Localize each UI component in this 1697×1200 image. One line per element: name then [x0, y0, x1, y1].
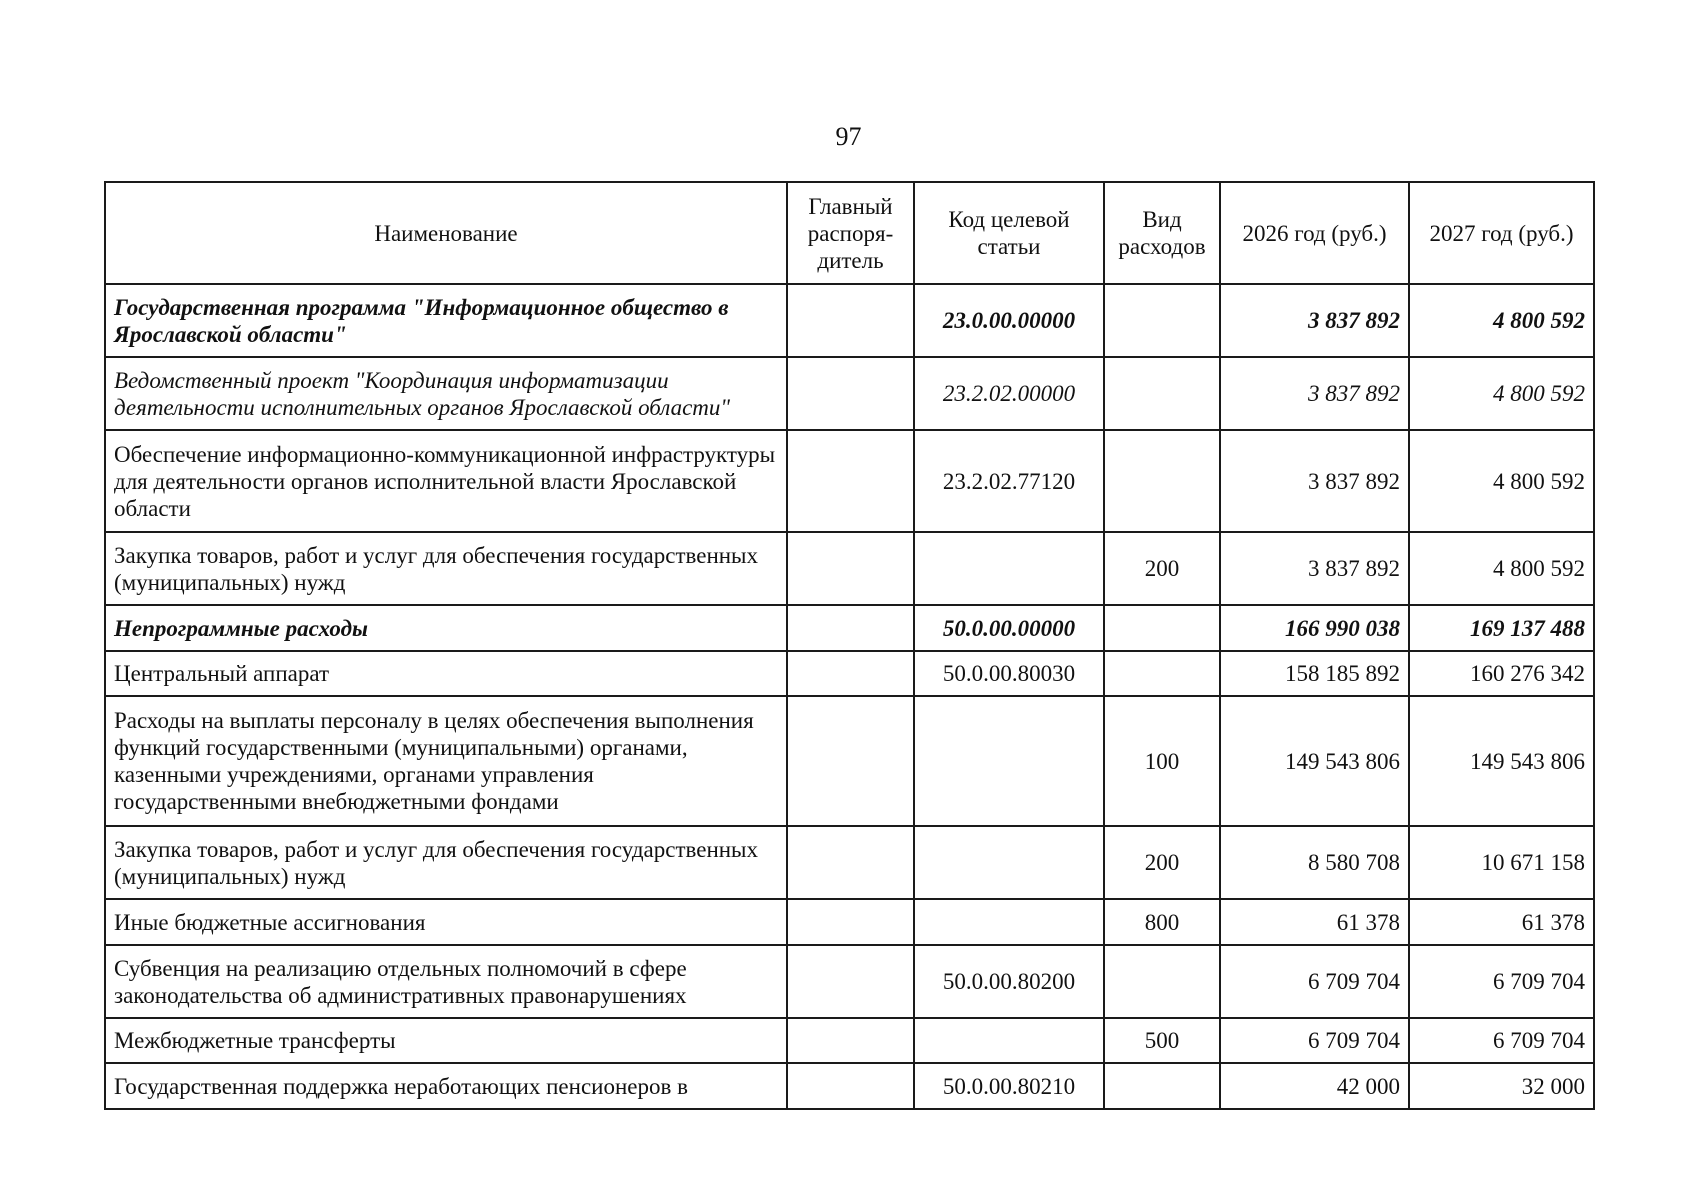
- row-2026-cell: 149 543 806: [1220, 696, 1409, 826]
- table-row: [105, 1018, 1594, 1063]
- row-kind-cell: [1104, 430, 1220, 532]
- header-admin: Главный распоря-дитель: [787, 182, 914, 284]
- row-name-cell: Государственная программа "Информационное общество в Ярославской области": [105, 284, 787, 357]
- row-2027-cell: 4 800 592: [1409, 357, 1594, 430]
- row-name-cell: Субвенция на реализацию отдельных полномочий в сфере законодательства об административных правонарушениях: [105, 945, 787, 1018]
- table-row: [105, 899, 1594, 945]
- row-2027-cell: 6 709 704: [1409, 1018, 1594, 1063]
- row-admin-cell: [787, 284, 914, 357]
- table-row: [105, 826, 1594, 899]
- row-code-cell: 50.0.00.00000: [914, 605, 1104, 651]
- row-code-cell: 23.2.02.77120: [914, 430, 1104, 532]
- row-kind-cell: [1104, 605, 1220, 651]
- table-row: [105, 430, 1594, 532]
- row-admin-cell: [787, 430, 914, 532]
- header-name: Наименование: [105, 182, 787, 284]
- row-2026-cell: 3 837 892: [1220, 284, 1409, 357]
- row-kind-cell: 200: [1104, 826, 1220, 899]
- row-name-cell: Закупка товаров, работ и услуг для обеспечения государственных (муниципальных) нужд: [105, 532, 787, 605]
- row-kind-cell: 100: [1104, 696, 1220, 826]
- table-row: [105, 696, 1594, 826]
- row-kind-cell: [1104, 1063, 1220, 1109]
- header-2027: 2027 год (руб.): [1409, 182, 1594, 284]
- row-name-cell: Непрограммные расходы: [105, 605, 787, 651]
- row-code-cell: [914, 532, 1104, 605]
- row-kind-cell: 800: [1104, 899, 1220, 945]
- table-row: [105, 284, 1594, 357]
- table-row: [105, 605, 1594, 651]
- row-code-cell: [914, 826, 1104, 899]
- row-2026-cell: 3 837 892: [1220, 357, 1409, 430]
- row-admin-cell: [787, 605, 914, 651]
- row-code-cell: 50.0.00.80200: [914, 945, 1104, 1018]
- row-2026-cell: 61 378: [1220, 899, 1409, 945]
- row-name-cell: Обеспечение информационно-коммуникационной инфраструктуры для деятельности органов исполнительной власти Ярославской области: [105, 430, 787, 532]
- row-2027-cell: 4 800 592: [1409, 532, 1594, 605]
- row-kind-cell: 200: [1104, 532, 1220, 605]
- row-admin-cell: [787, 357, 914, 430]
- row-code-cell: 23.2.02.00000: [914, 357, 1104, 430]
- row-admin-cell: [787, 899, 914, 945]
- row-2026-cell: 42 000: [1220, 1063, 1409, 1109]
- table-row: [105, 357, 1594, 430]
- table-row: [105, 945, 1594, 1018]
- row-code-cell: [914, 899, 1104, 945]
- row-name-cell: Закупка товаров, работ и услуг для обеспечения государственных (муниципальных) нужд: [105, 826, 787, 899]
- header-2026: 2026 год (руб.): [1220, 182, 1409, 284]
- row-2026-cell: 8 580 708: [1220, 826, 1409, 899]
- row-name-cell: Центральный аппарат: [105, 651, 787, 696]
- row-2027-cell: 32 000: [1409, 1063, 1594, 1109]
- budget-table: [104, 181, 1595, 1110]
- table-header-row: [105, 182, 1594, 284]
- row-admin-cell: [787, 1018, 914, 1063]
- row-kind-cell: [1104, 945, 1220, 1018]
- row-kind-cell: [1104, 651, 1220, 696]
- row-code-cell: [914, 696, 1104, 826]
- row-2026-cell: 6 709 704: [1220, 1018, 1409, 1063]
- row-name-cell: Межбюджетные трансферты: [105, 1018, 787, 1063]
- table-row: [105, 1063, 1594, 1109]
- row-admin-cell: [787, 651, 914, 696]
- row-2027-cell: 10 671 158: [1409, 826, 1594, 899]
- row-admin-cell: [787, 532, 914, 605]
- row-admin-cell: [787, 1063, 914, 1109]
- row-2027-cell: 149 543 806: [1409, 696, 1594, 826]
- row-2027-cell: 160 276 342: [1409, 651, 1594, 696]
- row-2026-cell: 3 837 892: [1220, 430, 1409, 532]
- row-name-cell: Расходы на выплаты персоналу в целях обеспечения выполнения функций государственными (муниципальными) органами, казенными учреждениями, органами управления государственными внебюджетными фондами: [105, 696, 787, 826]
- row-2027-cell: 4 800 592: [1409, 284, 1594, 357]
- row-kind-cell: [1104, 357, 1220, 430]
- table-row: [105, 532, 1594, 605]
- row-name-cell: Ведомственный проект "Координация информатизации деятельности исполнительных органов Ярославской области": [105, 357, 787, 430]
- row-2026-cell: 158 185 892: [1220, 651, 1409, 696]
- row-admin-cell: [787, 945, 914, 1018]
- row-2026-cell: 3 837 892: [1220, 532, 1409, 605]
- row-code-cell: 50.0.00.80210: [914, 1063, 1104, 1109]
- row-code-cell: [914, 1018, 1104, 1063]
- row-kind-cell: [1104, 284, 1220, 357]
- row-2027-cell: 169 137 488: [1409, 605, 1594, 651]
- header-kind: Вид расходов: [1104, 182, 1220, 284]
- row-name-cell: Иные бюджетные ассигнования: [105, 899, 787, 945]
- row-2027-cell: 61 378: [1409, 899, 1594, 945]
- row-2026-cell: 166 990 038: [1220, 605, 1409, 651]
- page-number: 97: [835, 122, 862, 151]
- row-2027-cell: 4 800 592: [1409, 430, 1594, 532]
- row-admin-cell: [787, 826, 914, 899]
- header-code: Код целевой статьи: [914, 182, 1104, 284]
- row-code-cell: 23.0.00.00000: [914, 284, 1104, 357]
- row-2027-cell: 6 709 704: [1409, 945, 1594, 1018]
- row-2026-cell: 6 709 704: [1220, 945, 1409, 1018]
- table-row: [105, 651, 1594, 696]
- row-kind-cell: 500: [1104, 1018, 1220, 1063]
- row-name-cell: Государственная поддержка неработающих пенсионеров в: [105, 1063, 787, 1109]
- row-admin-cell: [787, 696, 914, 826]
- row-code-cell: 50.0.00.80030: [914, 651, 1104, 696]
